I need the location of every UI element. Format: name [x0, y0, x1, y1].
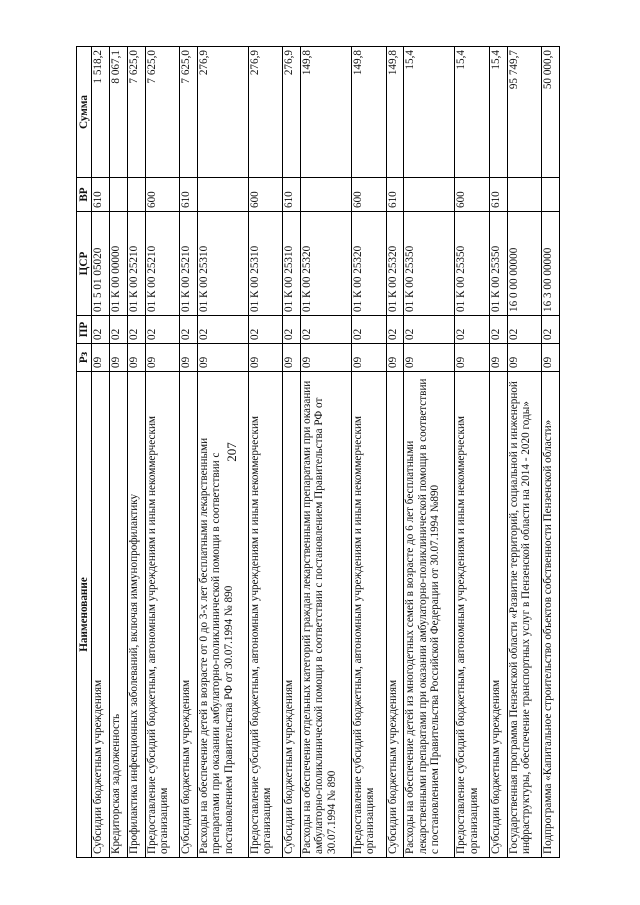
row-pr: 02: [109, 316, 127, 344]
row-pr: 02: [92, 316, 110, 344]
row-name: Государственная программа Пензенской области «Развитие территорий, социальной и инженерной инфраструктуры, обеспечение транспортных услуг в Пензенской области на 2014 - 2020 годы»: [507, 372, 541, 858]
row-csr: 01 К 00 25320: [301, 212, 352, 316]
row-sum: 8 067,1: [109, 47, 127, 178]
row-pr: 02: [301, 316, 352, 344]
row-sum: 15,4: [404, 47, 455, 178]
table-row: [127, 47, 145, 858]
row-csr: 01 К 00 25310: [197, 212, 248, 316]
table-row: [455, 47, 489, 858]
row-name: Предоставление субсидий бюджетным, автономным учреждениям и иным некоммерческим организациям: [248, 372, 282, 858]
row-vr: [301, 178, 352, 212]
row-name: Предоставление субсидий бюджетным, автономным учреждениям и иным некоммерческим организациям: [352, 372, 386, 858]
row-vr: [404, 178, 455, 212]
row-vr: 610: [386, 178, 404, 212]
row-csr: 01 К 00 25310: [248, 212, 282, 316]
row-rz: 09: [301, 344, 352, 372]
table-body: [92, 47, 560, 858]
row-rz: 09: [507, 344, 541, 372]
row-csr: 16 0 00 00000: [507, 212, 541, 316]
row-csr: 01 К 00 25210: [180, 212, 198, 316]
row-vr: 610: [180, 178, 198, 212]
header-csr: ЦСР: [77, 212, 92, 316]
row-csr: 01 5 01 05020: [92, 212, 110, 316]
row-pr: 02: [248, 316, 282, 344]
row-pr: 02: [352, 316, 386, 344]
row-vr: 610: [92, 178, 110, 212]
table-row: [489, 47, 507, 858]
table-row: [507, 47, 541, 858]
row-csr: 01 К 00 25210: [145, 212, 179, 316]
table-row: [109, 47, 127, 858]
row-name: Расходы на обеспечение отдельных категорий граждан лекарственными препаратами при оказании амбулаторно-поликлинической помощи в соответствии с постановлением Правительства РФ от 30.07.1994 № 890: [301, 372, 352, 858]
row-name: Субсидии бюджетным учреждениям: [283, 372, 301, 858]
row-rz: 09: [283, 344, 301, 372]
row-rz: 09: [248, 344, 282, 372]
row-vr: 610: [489, 178, 507, 212]
row-csr: 01 К 00 25350: [489, 212, 507, 316]
row-name: Кредиторская задолженность: [109, 372, 127, 858]
row-name: Субсидии бюджетным учреждениям: [386, 372, 404, 858]
row-csr: 01 К 00 25320: [386, 212, 404, 316]
table-row: [197, 47, 248, 858]
row-pr: 02: [455, 316, 489, 344]
row-rz: 09: [542, 344, 560, 372]
row-rz: 09: [489, 344, 507, 372]
row-vr: [197, 178, 248, 212]
header-vr: ВР: [77, 178, 92, 212]
table-row: [386, 47, 404, 858]
row-sum: 1 518,2: [92, 47, 110, 178]
row-pr: 02: [542, 316, 560, 344]
row-sum: 50 000,0: [542, 47, 560, 178]
row-vr: [542, 178, 560, 212]
row-pr: 02: [386, 316, 404, 344]
row-sum: 149,8: [352, 47, 386, 178]
row-sum: 15,4: [455, 47, 489, 178]
row-pr: 02: [507, 316, 541, 344]
row-vr: 600: [145, 178, 179, 212]
row-rz: 09: [352, 344, 386, 372]
table-row: [180, 47, 198, 858]
row-sum: 149,8: [301, 47, 352, 178]
row-vr: [109, 178, 127, 212]
header-sum: Сумма: [77, 47, 92, 178]
row-rz: 09: [404, 344, 455, 372]
row-name: Субсидии бюджетным учреждениям: [92, 372, 110, 858]
header-row: [77, 47, 92, 858]
table-row: [92, 47, 110, 858]
table-row: [248, 47, 282, 858]
row-name: Профилактика инфекционных заболеваний, включая иммунопрофилактику: [127, 372, 145, 858]
table-row: [283, 47, 301, 858]
row-pr: 02: [197, 316, 248, 344]
row-pr: 02: [283, 316, 301, 344]
row-pr: 02: [404, 316, 455, 344]
row-vr: 600: [455, 178, 489, 212]
row-csr: 01 К 00 25320: [352, 212, 386, 316]
row-csr: 16 3 00 00000: [542, 212, 560, 316]
row-csr: 01 К 00 25350: [455, 212, 489, 316]
row-sum: 276,9: [248, 47, 282, 178]
row-vr: [507, 178, 541, 212]
row-rz: 09: [197, 344, 248, 372]
row-csr: 01 К 00 25350: [404, 212, 455, 316]
rotated-page-content: [76, 47, 560, 858]
row-rz: 09: [145, 344, 179, 372]
row-vr: [127, 178, 145, 212]
row-sum: 15,4: [489, 47, 507, 178]
table-row: [404, 47, 455, 858]
header-name: Наименование: [77, 372, 92, 858]
row-name: Расходы на обеспечение детей из многодетных семей в возрасте до 6 лет бесплатными лекарственными препаратами при оказании амбулаторно-поликлинической помощи в соответствии с постановлением Правительства Российской Федерации от 30.07.1994 №890: [404, 372, 455, 858]
row-sum: 7 625,0: [180, 47, 198, 178]
row-name: Расходы на обеспечение детей в возрасте от 0 до 3-х лет бесплатными лекарственными препаратами при оказании амбулаторно-поликлинической помощи в соответствии с постановлением Правительства РФ от 30.07.1994 № 890: [197, 372, 248, 858]
row-rz: 09: [455, 344, 489, 372]
row-pr: 02: [180, 316, 198, 344]
row-sum: 7 625,0: [145, 47, 179, 178]
row-sum: 276,9: [283, 47, 301, 178]
row-name: Подпрограмма «Капитальное строительство объектов собственности Пензенской области»: [542, 372, 560, 858]
row-name: Субсидии бюджетным учреждениям: [489, 372, 507, 858]
row-vr: 610: [283, 178, 301, 212]
row-rz: 09: [127, 344, 145, 372]
row-csr: 01 К 00 00000: [109, 212, 127, 316]
header-rz: Рз: [77, 344, 92, 372]
row-vr: 600: [248, 178, 282, 212]
table-row: [145, 47, 179, 858]
budget-table: [76, 46, 560, 858]
row-csr: 01 К 00 25310: [283, 212, 301, 316]
row-pr: 02: [127, 316, 145, 344]
row-rz: 09: [386, 344, 404, 372]
table-row: [352, 47, 386, 858]
row-pr: 02: [145, 316, 179, 344]
header-pr: ПР: [77, 316, 92, 344]
row-name: Субсидии бюджетным учреждениям: [180, 372, 198, 858]
page-number: 207: [224, 442, 239, 462]
row-pr: 02: [489, 316, 507, 344]
table-header: [77, 47, 92, 858]
row-rz: 09: [180, 344, 198, 372]
row-sum: 276,9: [197, 47, 248, 178]
row-rz: 09: [109, 344, 127, 372]
row-rz: 09: [92, 344, 110, 372]
row-name: Предоставление субсидий бюджетным, автономным учреждениям и иным некоммерческим организациям: [455, 372, 489, 858]
row-sum: 7 625,0: [127, 47, 145, 178]
row-sum: 149,8: [386, 47, 404, 178]
row-vr: 600: [352, 178, 386, 212]
row-sum: 95 749,7: [507, 47, 541, 178]
row-csr: 01 К 00 25210: [127, 212, 145, 316]
table-row: [542, 47, 560, 858]
row-name: Предоставление субсидий бюджетным, автономным учреждениям и иным некоммерческим организациям: [145, 372, 179, 858]
table-row: [301, 47, 352, 858]
